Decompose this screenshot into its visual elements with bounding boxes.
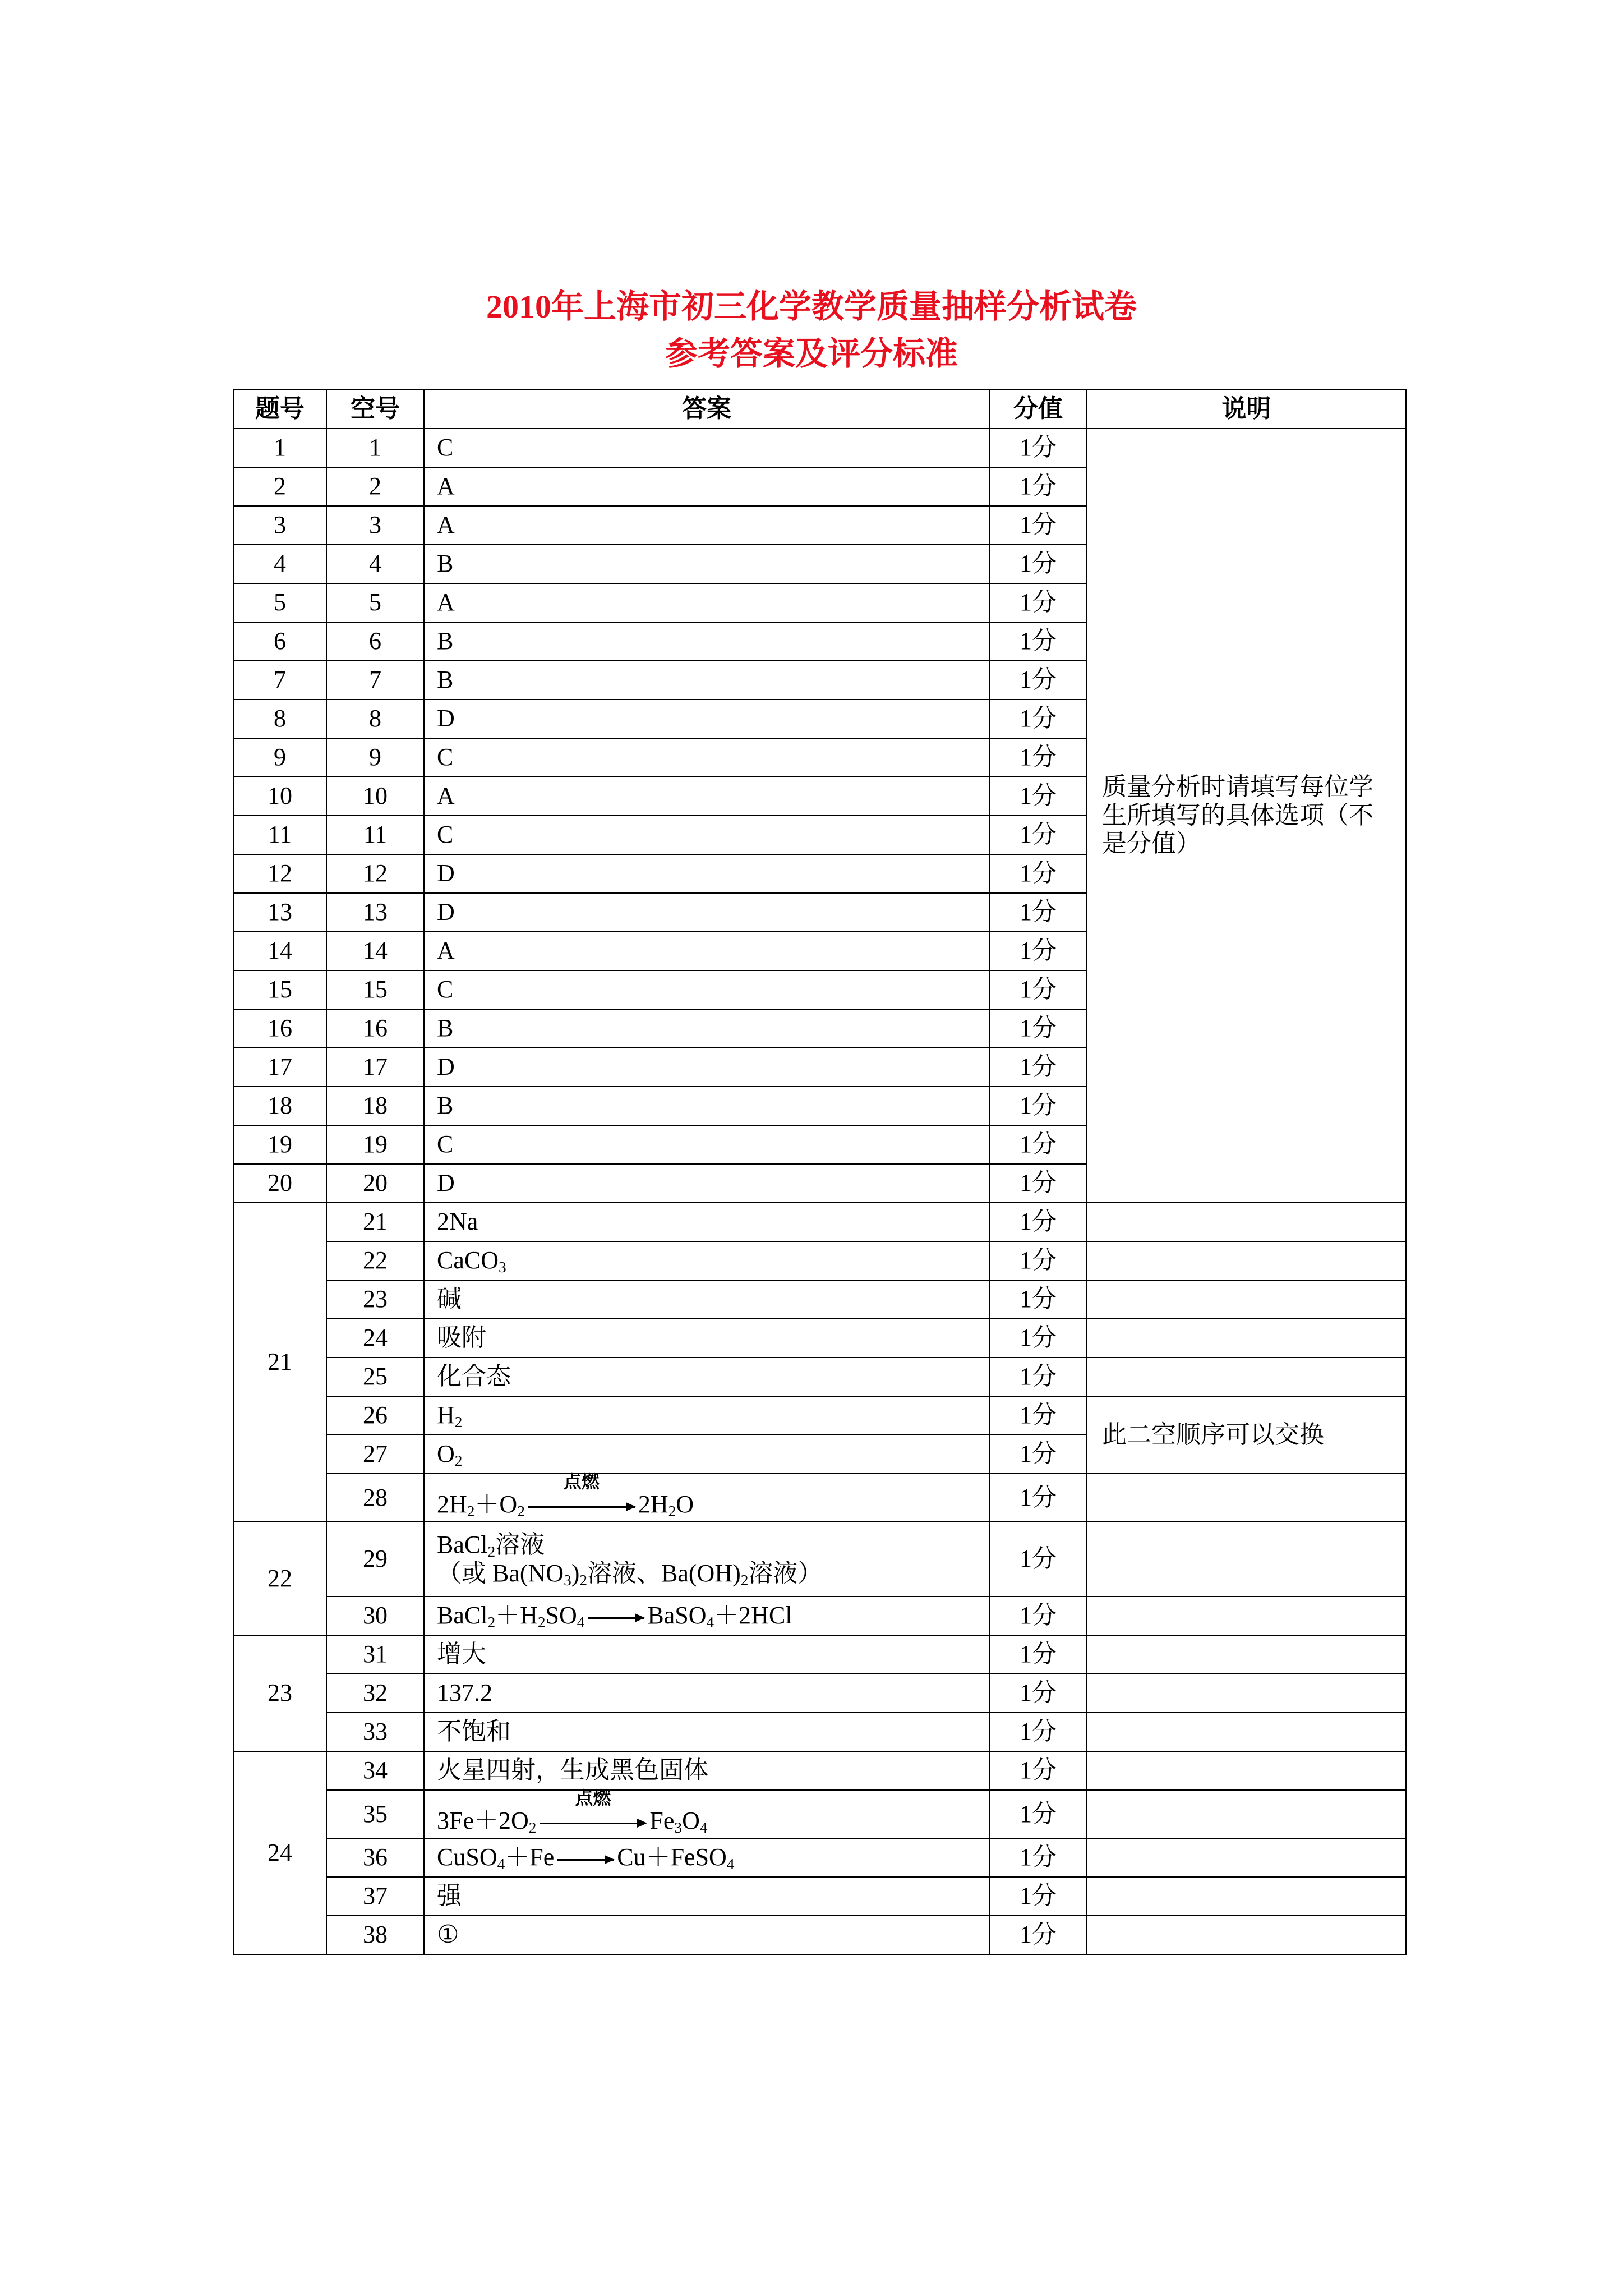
score-cell: 1分 — [989, 1877, 1087, 1916]
note-cell — [1087, 1674, 1406, 1713]
blank-number: 26 — [326, 1396, 424, 1435]
question-number: 6 — [233, 622, 326, 661]
note-cell — [1087, 1358, 1406, 1396]
question-number: 13 — [233, 893, 326, 932]
blank-number: 22 — [326, 1241, 424, 1280]
answer-cell: 不饱和 — [424, 1713, 989, 1751]
score-cell: 1分 — [989, 545, 1087, 583]
answer-cell: 增大 — [424, 1635, 989, 1674]
score-cell: 1分 — [989, 1522, 1087, 1596]
score-cell: 1分 — [989, 1164, 1087, 1203]
answer-cell: D — [424, 854, 989, 893]
score-cell: 1分 — [989, 1125, 1087, 1164]
score-cell: 1分 — [989, 467, 1087, 506]
answer-cell: A — [424, 583, 989, 622]
answer-cell: D — [424, 893, 989, 932]
table-row — [233, 1596, 1406, 1635]
question-number: 9 — [233, 738, 326, 777]
question-number: 5 — [233, 583, 326, 622]
blank-number: 13 — [326, 893, 424, 932]
blank-number: 18 — [326, 1087, 424, 1125]
table-row — [233, 1319, 1406, 1358]
reaction-arrow-icon — [557, 1843, 614, 1872]
blank-number: 28 — [326, 1474, 424, 1522]
blank-number: 34 — [326, 1751, 424, 1790]
table-row — [233, 1522, 1406, 1596]
score-cell: 1分 — [989, 1358, 1087, 1396]
score-cell: 1分 — [989, 700, 1087, 738]
answer-cell: B — [424, 545, 989, 583]
answer-cell: 化合态 — [424, 1358, 989, 1396]
blank-number: 7 — [326, 661, 424, 700]
blank-number: 30 — [326, 1596, 424, 1635]
equation-cell: $BaCl_2+H_2SO_4$ BaSO$_4$＋2HCl — [424, 1596, 989, 1635]
score-cell: 1分 — [989, 738, 1087, 777]
score-cell: 1分 — [989, 970, 1087, 1009]
blank-number: 6 — [326, 622, 424, 661]
answer-cell: B — [424, 1087, 989, 1125]
table-row — [233, 1241, 1406, 1280]
score-cell: 1分 — [989, 1474, 1087, 1522]
answer-cell: 强 — [424, 1877, 989, 1916]
blank-number: 17 — [326, 1048, 424, 1087]
header-note: 说明 — [1087, 389, 1406, 429]
answer-cell: C — [424, 429, 989, 467]
question-number: 20 — [233, 1164, 326, 1203]
blank-number: 38 — [326, 1916, 424, 1954]
blank-number: 27 — [326, 1435, 424, 1474]
table-row — [233, 1203, 1406, 1241]
blank-number: 8 — [326, 700, 424, 738]
answer-cell: 碱 — [424, 1280, 989, 1319]
score-cell: 1分 — [989, 1790, 1087, 1838]
table-row — [233, 1674, 1406, 1713]
answer-cell: 137.2 — [424, 1674, 989, 1713]
equation-cell: $3Fe+2O_2$ 点燃 $Fe_3O_4$ — [424, 1790, 989, 1838]
header-score: 分值 — [989, 389, 1087, 429]
question-number: 19 — [233, 1125, 326, 1164]
question-number: 4 — [233, 545, 326, 583]
note-cell: 质量分析时请填写每位学生所填写的具体选项（不是分值） — [1087, 429, 1406, 1203]
note-cell — [1087, 1751, 1406, 1790]
score-cell: 1分 — [989, 1009, 1087, 1048]
score-cell: 1分 — [989, 932, 1087, 970]
question-number: 16 — [233, 1009, 326, 1048]
score-cell: 1分 — [989, 777, 1087, 816]
blank-number: 21 — [326, 1203, 424, 1241]
question-number: 1 — [233, 429, 326, 467]
page-subtitle: 参考答案及评分标准 — [665, 335, 958, 372]
score-cell: 1分 — [989, 583, 1087, 622]
table-row — [233, 1474, 1406, 1522]
score-cell: 1分 — [989, 1280, 1087, 1319]
header-blank: 空号 — [326, 389, 424, 429]
score-cell: 1分 — [989, 506, 1087, 545]
answer-cell: A — [424, 932, 989, 970]
blank-number: 23 — [326, 1280, 424, 1319]
note-cell — [1087, 1319, 1406, 1358]
question-number: 3 — [233, 506, 326, 545]
score-cell: 1分 — [989, 854, 1087, 893]
answer-cell: C — [424, 816, 989, 854]
blank-number: 1 — [326, 429, 424, 467]
score-cell: 1分 — [989, 1396, 1087, 1435]
blank-number: 15 — [326, 970, 424, 1009]
note-cell — [1087, 1790, 1406, 1838]
table-row — [233, 1790, 1406, 1838]
reaction-arrow-icon: 点燃 — [528, 1490, 635, 1519]
score-cell: 1分 — [989, 1838, 1087, 1877]
answer-cell: D — [424, 1164, 989, 1203]
answer-cell: D — [424, 700, 989, 738]
reaction-arrow-icon — [588, 1602, 644, 1630]
blank-number: 5 — [326, 583, 424, 622]
note-cell: 此二空顺序可以交换 — [1087, 1396, 1406, 1474]
equation-cell: CuSO$_4$＋Fe Cu＋FeSO$_4$ — [424, 1838, 989, 1877]
blank-number: 3 — [326, 506, 424, 545]
answer-cell: C — [424, 970, 989, 1009]
score-cell: 1分 — [989, 1713, 1087, 1751]
score-cell: 1分 — [989, 1435, 1087, 1474]
score-cell: 1分 — [989, 1048, 1087, 1087]
answer-cell: 火星四射，生成黑色固体 — [424, 1751, 989, 1790]
blank-number: 12 — [326, 854, 424, 893]
score-cell: 1分 — [989, 622, 1087, 661]
note-cell — [1087, 1280, 1406, 1319]
table-row — [233, 1396, 1406, 1435]
question-number: 12 — [233, 854, 326, 893]
question-number: 24 — [233, 1751, 326, 1954]
blank-number: 33 — [326, 1713, 424, 1751]
blank-number: 16 — [326, 1009, 424, 1048]
note-cell — [1087, 1838, 1406, 1877]
blank-number: 36 — [326, 1838, 424, 1877]
blank-number: 25 — [326, 1358, 424, 1396]
answer-cell: CaCO$_3$ — [424, 1241, 989, 1280]
note-cell — [1087, 1241, 1406, 1280]
blank-number: 35 — [326, 1790, 424, 1838]
question-number: 17 — [233, 1048, 326, 1087]
score-cell: 1分 — [989, 1674, 1087, 1713]
blank-number: 32 — [326, 1674, 424, 1713]
note-cell — [1087, 1916, 1406, 1954]
blank-number: 4 — [326, 545, 424, 583]
note-cell — [1087, 1877, 1406, 1916]
question-number: 18 — [233, 1087, 326, 1125]
score-cell: 1分 — [989, 1596, 1087, 1635]
note-cell — [1087, 1522, 1406, 1596]
table-row — [233, 1635, 1406, 1674]
table-row — [233, 429, 1406, 467]
question-number: 7 — [233, 661, 326, 700]
answer-cell: A — [424, 777, 989, 816]
table-row — [233, 1358, 1406, 1396]
answer-cell: A — [424, 467, 989, 506]
note-cell — [1087, 1635, 1406, 1674]
note-cell — [1087, 1474, 1406, 1522]
score-cell: 1分 — [989, 1319, 1087, 1358]
score-cell: 1分 — [989, 1241, 1087, 1280]
score-cell: 1分 — [989, 1751, 1087, 1790]
answer-cell: 2Na — [424, 1203, 989, 1241]
blank-number: 20 — [326, 1164, 424, 1203]
blank-number: 11 — [326, 816, 424, 854]
table-header-row — [233, 389, 1406, 429]
score-cell: 1分 — [989, 1203, 1087, 1241]
answer-table — [233, 389, 1407, 1955]
blank-number: 9 — [326, 738, 424, 777]
page-title: 2010年上海市初三化学教学质量抽样分析试卷 — [486, 288, 1137, 325]
answer-cell: $O_2$ — [424, 1435, 989, 1474]
table-row — [233, 1280, 1406, 1319]
score-cell: 1分 — [989, 1087, 1087, 1125]
table-row — [233, 1916, 1406, 1954]
answer-cell: C — [424, 1125, 989, 1164]
question-number: 15 — [233, 970, 326, 1009]
answer-cell: B — [424, 1009, 989, 1048]
blank-number: 37 — [326, 1877, 424, 1916]
question-number: 11 — [233, 816, 326, 854]
blank-number: 29 — [326, 1522, 424, 1596]
blank-number: 2 — [326, 467, 424, 506]
answer-cell: D — [424, 1048, 989, 1087]
question-number: 10 — [233, 777, 326, 816]
score-cell: 1分 — [989, 661, 1087, 700]
header-question: 题号 — [233, 389, 326, 429]
blank-number: 14 — [326, 932, 424, 970]
table-row — [233, 1713, 1406, 1751]
question-number: 14 — [233, 932, 326, 970]
equation-cell: $2H_2+O_2$ 点燃 $2H_2O$ — [424, 1474, 989, 1522]
question-number: 8 — [233, 700, 326, 738]
score-cell: 1分 — [989, 1635, 1087, 1674]
table-row — [233, 1838, 1406, 1877]
question-number: 23 — [233, 1635, 326, 1751]
answer-cell: C — [424, 738, 989, 777]
note-cell — [1087, 1596, 1406, 1635]
answer-cell: A — [424, 506, 989, 545]
score-cell: 1分 — [989, 429, 1087, 467]
question-number: 21 — [233, 1203, 326, 1522]
answer-cell: B — [424, 661, 989, 700]
reaction-arrow-icon: 点燃 — [540, 1807, 646, 1835]
table-row — [233, 1751, 1406, 1790]
question-number: 22 — [233, 1522, 326, 1635]
score-cell: 1分 — [989, 816, 1087, 854]
answer-cell: $H_2$ — [424, 1396, 989, 1435]
blank-number: 31 — [326, 1635, 424, 1674]
score-cell: 1分 — [989, 893, 1087, 932]
question-number: 2 — [233, 467, 326, 506]
answer-cell: BaCl$_2$溶液 （或 $Ba(NO_3)_2$溶液、$Ba(OH)_2$溶液） — [424, 1522, 989, 1596]
answer-cell: B — [424, 622, 989, 661]
score-cell: 1分 — [989, 1916, 1087, 1954]
blank-number: 19 — [326, 1125, 424, 1164]
note-cell — [1087, 1713, 1406, 1751]
table-row — [233, 1877, 1406, 1916]
header-answer: 答案 — [424, 389, 989, 429]
blank-number: 24 — [326, 1319, 424, 1358]
blank-number: 10 — [326, 777, 424, 816]
answer-cell: 吸附 — [424, 1319, 989, 1358]
note-cell — [1087, 1203, 1406, 1241]
answer-cell: ① — [424, 1916, 989, 1954]
